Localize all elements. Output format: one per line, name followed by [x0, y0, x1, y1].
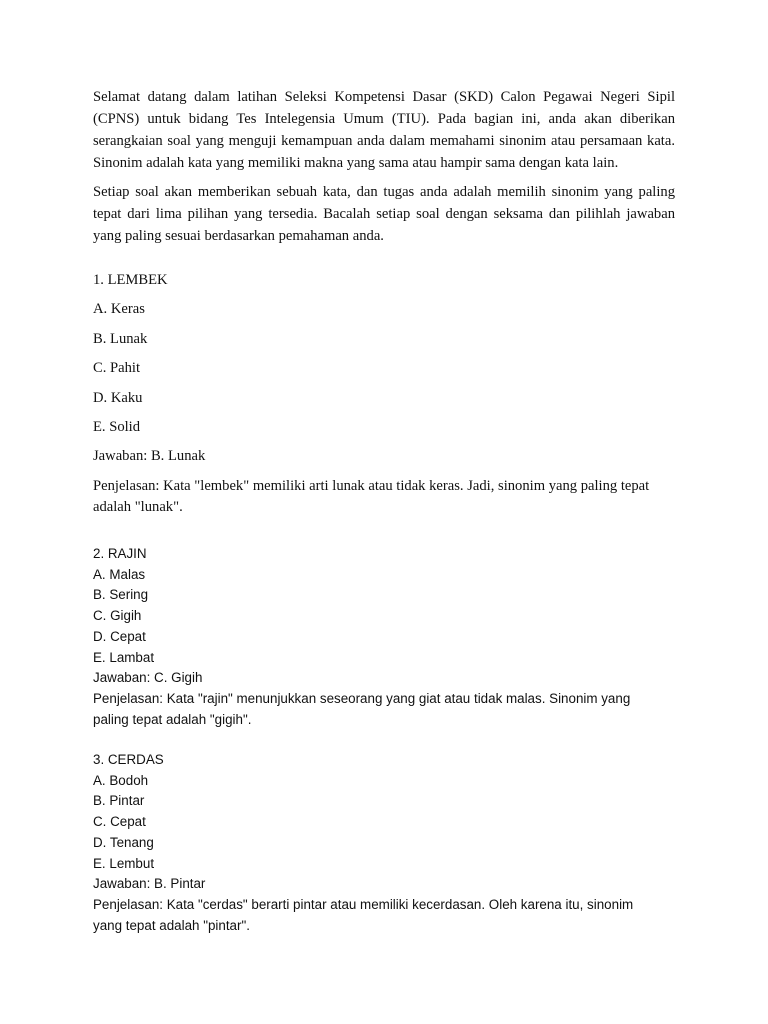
question-3: [93, 750, 675, 936]
intro-paragraph: Setiap soal akan memberikan sebuah kata, dan tugas anda adalah memilih sinonim yang paling tepat dari lima pilihan yang tersedia. Bacalah setiap soal dengan seksama dan pilihlah jawaban yang paling sesuai berdasarkan pemahaman anda.: [93, 184, 675, 244]
option-c: C. Pahit: [93, 360, 141, 377]
answer: Jawaban: C. Gigih: [93, 670, 203, 686]
option-c: C. Gigih: [93, 608, 142, 624]
question-title: 3. CERDAS: [93, 752, 164, 767]
intro-paragraph: Selamat datang dalam latihan Seleksi Kompetensi Dasar (SKD) Calon Pegawai Negeri Sipil (CPNS) untuk bidang Tes Intelegensia Umum (TIU). Pada bagian ini, anda akan diberikan serangkaian soal yang menguji kemampuan anda dalam memahami sinonim atau persamaan kata. Sinonim adalah kata yang memiliki makna yang sama atau hampir sama dengan kata lain.: [93, 89, 675, 171]
answer: Jawaban: B. Pintar: [93, 876, 206, 892]
question-1: [93, 270, 675, 518]
question-2: [93, 544, 675, 730]
option-a: A. Malas: [93, 566, 146, 582]
option-e: E. Solid: [93, 418, 141, 435]
option-b: B. Sering: [93, 587, 149, 603]
option-a: A. Keras: [93, 301, 145, 318]
option-e: E. Lambat: [93, 649, 155, 665]
explanation: Penjelasan: Kata "lembek" memiliki arti lunak atau tidak keras. Jadi, sinonim yang paling tepat adalah "lunak".: [93, 477, 650, 515]
option-e: E. Lembut: [93, 855, 155, 871]
document-page: [93, 86, 675, 933]
intro-section: [93, 86, 675, 247]
option-b: B. Lunak: [93, 330, 148, 347]
question-title: 1. LEMBEK: [93, 272, 168, 288]
option-d: D. Cepat: [93, 628, 146, 644]
answer: Jawaban: B. Lunak: [93, 448, 206, 465]
option-a: A. Bodoh: [93, 772, 149, 788]
option-b: B. Pintar: [93, 793, 145, 809]
explanation: Penjelasan: Kata "rajin" menunjukkan seseorang yang giat atau tidak malas. Sinonim yang paling tepat adalah "gigih".: [93, 690, 631, 727]
question-title: 2. RAJIN: [93, 546, 147, 561]
option-c: C. Cepat: [93, 814, 146, 830]
option-d: D. Kaku: [93, 389, 143, 406]
option-d: D. Tenang: [93, 834, 154, 850]
explanation: Penjelasan: Kata "cerdas" berarti pintar atau memiliki kecerdasan. Oleh karena itu, sinonim yang tepat adalah "pintar".: [93, 896, 634, 933]
